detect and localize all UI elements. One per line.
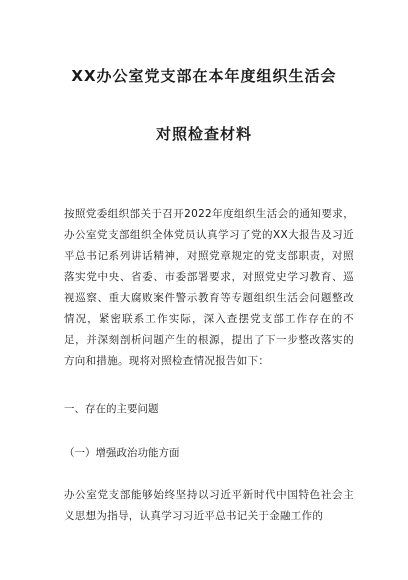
document-title-line-1: XX办公室党支部在本年度组织生活会	[71, 67, 337, 85]
section-heading-main-problems: 一、存在的主要问题	[64, 403, 159, 415]
document-title-line-2: 对照检查材料	[155, 125, 252, 143]
subsection-heading-political-function: （一）增强政治功能方面	[64, 447, 180, 459]
intro-paragraph: 按照党委组织部关于召开2022年度组织生活会的通知要求，办公室党支部组织全体党员认真学习了党的XX大报告及习近平总书记系列讲话精神，对照党章规定的党支部职责，对照落实党中央、省委、市委部署要求，对照党史学习教育、巡视巡察、重大腐败案件警示教育等专题组织生活会问题整改情况，紧密联系工作实际，深入查摆党支部工作存在的不足，并深刻剖析问题产生的根源，提出了下一步整改落实的方向和措施。现将对照检查情况报告如下：	[64, 208, 354, 367]
body-paragraph: 办公室党支部能够始终坚持以习近平新时代中国特色社会主义思想为指导，认真学习习近平总书记关于金融工作的	[64, 489, 354, 522]
